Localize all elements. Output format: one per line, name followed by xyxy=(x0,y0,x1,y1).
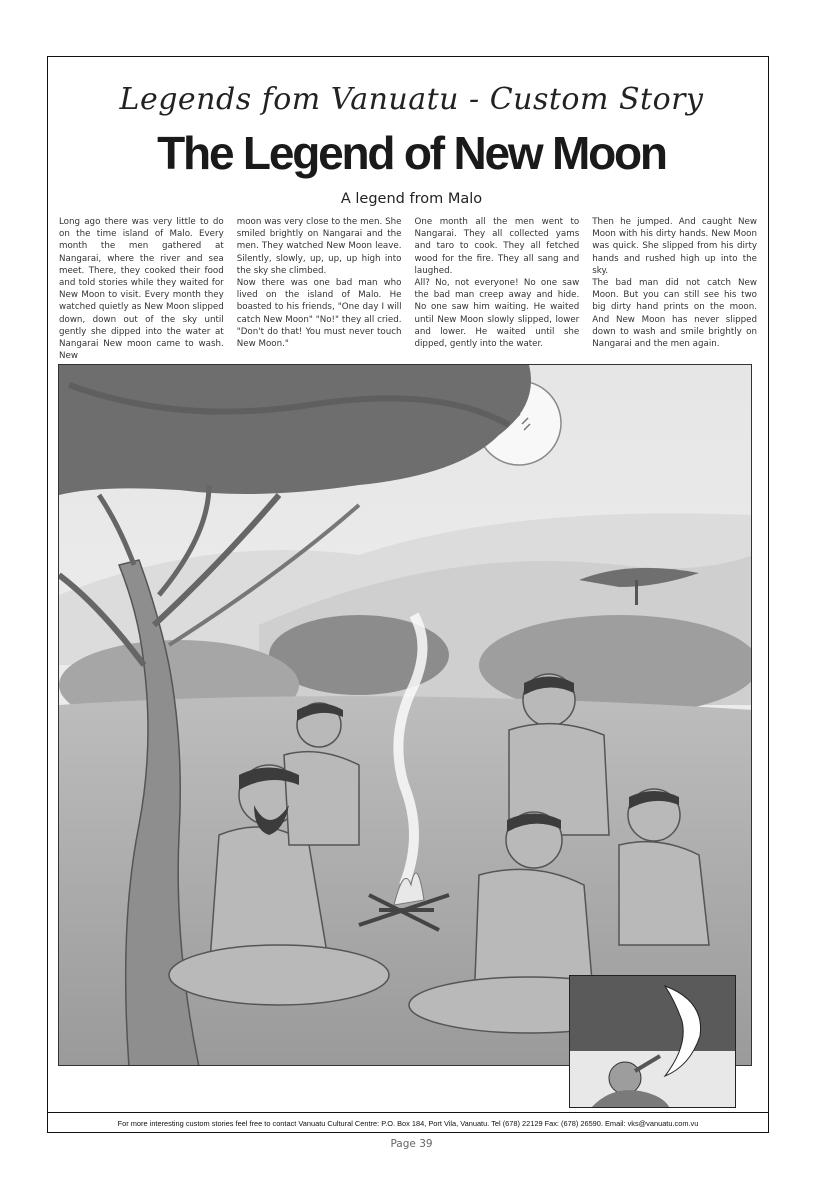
story-subtitle: A legend from Malo xyxy=(340,191,483,207)
paragraph: All? No, not everyone! No one saw the bad man creep away and hide. No one saw him waiting. He waited until New Moon slowly slipped, lower and lower. He waited until she dipped, gently into the water. xyxy=(414,278,580,350)
campfire-drawing xyxy=(59,365,752,1066)
text-column-4 xyxy=(592,216,757,356)
paragraph: Now there was one bad man who lived on the island of Malo. He boasted to his friends, "One day I will catch New Moon" "No!" they all cried. "Don't do that! You must never touch New Moon." xyxy=(236,278,402,350)
series-title: Legends fom Vanuatu - Custom Story xyxy=(119,82,704,117)
moon-inset-drawing xyxy=(570,976,736,1108)
text-column-1 xyxy=(59,216,224,362)
text-column-2 xyxy=(237,216,402,356)
text-column-3 xyxy=(415,216,580,356)
story-title: The Legend of New Moon xyxy=(157,127,666,179)
paragraph: One month all the men went to Nangarai. They all collected yams and taro to cook. They all fetched wood for the fire. They all sang and laughed. xyxy=(414,217,580,276)
paragraph: Then he jumped. And caught New Moon with his dirty hands. New Moon was quick. She slipped from his dirty hands and rushed high up into the sky. xyxy=(592,217,757,276)
paragraph: The bad man did not catch New Moon. But you can still see his two big dirty hand prints on the moon. And New Moon has never slipped down to wash and smile brightly on Nangarai and the men again. xyxy=(592,278,757,350)
paragraph: Long ago there was very little to do on the time island of Malo. Every month the men gathered at Nangarai, where the river and sea meet. There, they cooked their food and told stories while they waited for New Moon to visit. Every month they watched quietly as New Moon slipped down, down out of the sky until gently she dipped into the water at Nangarai New moon came to wash. New xyxy=(59,217,224,362)
campfire-illustration xyxy=(58,364,752,1066)
contact-info: For more interesting custom stories feel free to contact Vanuatu Cultural Centre: P.O. Box 184, Port Vila, Vanuatu. Tel (678) 22129 Fax: (678) 26590. Email: vks@vanuatu.com.vu xyxy=(117,1119,699,1128)
moon-inset-image xyxy=(569,975,736,1108)
story-text xyxy=(59,216,757,362)
page-number: Page 39 xyxy=(390,1138,433,1150)
paragraph: moon was very close to the men. She smiled brightly on Nangarai and the men. They watched New Moon leave. Silently, slowly, up, up, up high into the sky she climbed. xyxy=(236,217,402,276)
footer-bar xyxy=(47,1112,769,1134)
